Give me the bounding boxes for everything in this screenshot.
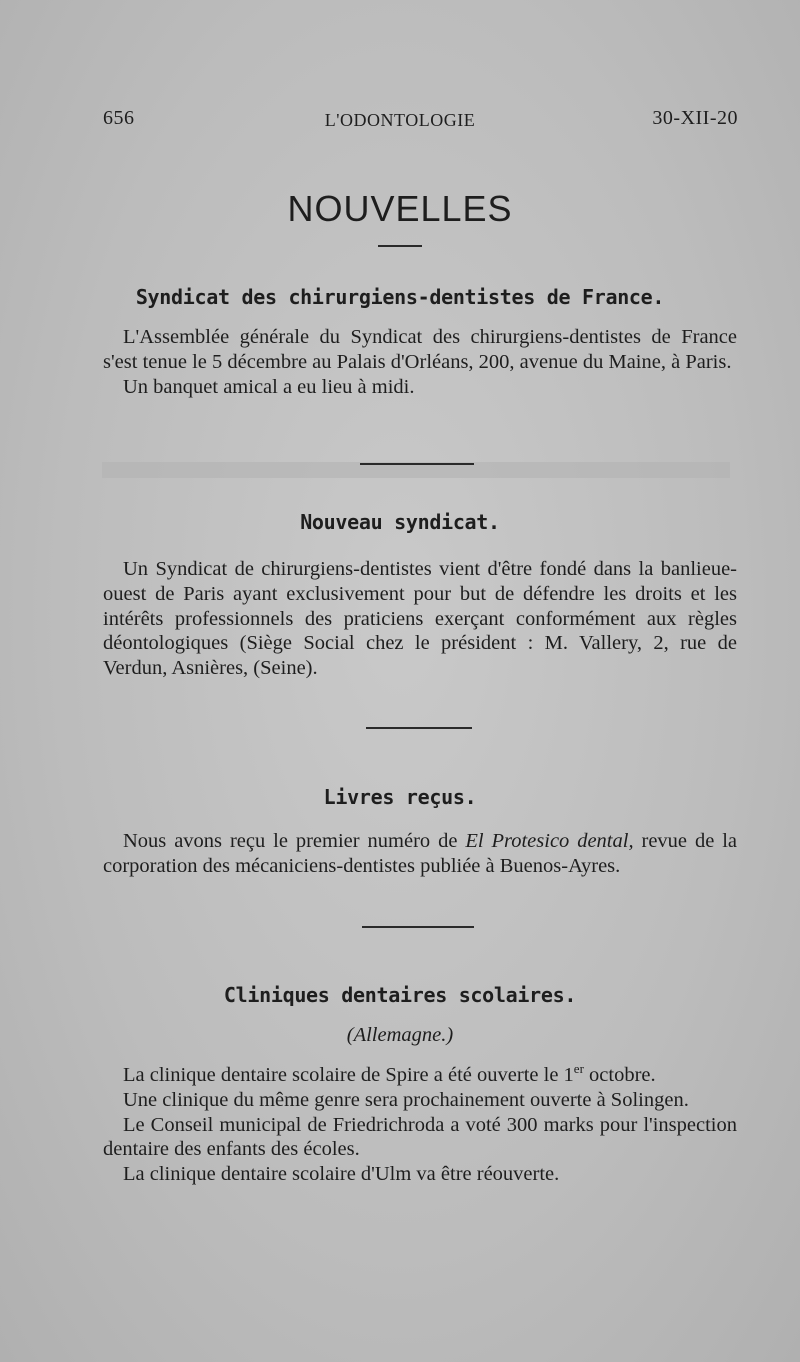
paragraph: Une clinique du même genre sera prochainement ouverte à Solingen. [123,1088,689,1111]
title-rule [378,245,422,247]
text-run: revue de la corporation des mécaniciens-dentistes publiée à Buenos-Ayres. [103,830,738,877]
section-body-syndicat-france [103,325,737,399]
section-body-cliniques [103,1063,737,1187]
paragraph: Un banquet amical a eu lieu à midi. [123,375,415,398]
paragraph: La clinique dentaire scolaire d'Ulm va être réouverte. [123,1163,560,1186]
running-header: L'ODONTOLOGIE [324,110,476,130]
header-date: 30-XII-20 [652,107,738,129]
superscript: er [573,1061,584,1077]
separator-rule [366,727,472,729]
journal-title: El Protesico dental, [465,830,634,852]
text-run: Nous avons reçu le premier numéro de [123,830,466,852]
section-heading-cliniques: Cliniques dentaires scolaires. [223,983,577,1007]
paragraph [103,829,737,879]
section-heading-livres-recus: Livres reçus. [323,785,477,809]
section-subheading: (Allemagne.) [346,1024,454,1046]
section-body-nouveau-syndicat [103,557,737,681]
section-body-livres-recus [103,829,737,879]
paragraph: Un Syndicat de chirurgiens-dentistes vient d'être fondé dans la banlieue-ouest de Paris ayant exclusivement pour but de défendre les droits et les intérêts professionnels des praticiens exerçant conformément aux règles déontologiques (Siège Social chez le président : M. Vallery, 2, rue de Verdun, Asnières, (Seine). [103,558,737,680]
paragraph [103,1063,737,1088]
page-title: NOUVELLES [287,188,513,229]
separator-rule [360,463,474,465]
section-heading-syndicat-france: Syndicat des chirurgiens-dentistes de France. [135,285,665,309]
text-run: octobre. [583,1064,656,1086]
section-heading-nouveau-syndicat: Nouveau syndicat. [300,510,500,534]
page-number: 656 [103,107,135,129]
separator-rule [362,926,474,928]
paragraph: L'Assemblée générale du Syndicat des chirurgiens-dentistes de France s'est tenue le 5 décembre au Palais d'Orléans, 200, avenue du Maine, à Paris. [103,326,737,373]
paragraph: Le Conseil municipal de Friedrichroda a voté 300 marks pour l'inspection dentaire des enfants des écoles. [103,1113,737,1161]
text-run: La clinique dentaire scolaire de Spire a été ouverte le 1 [123,1064,574,1086]
